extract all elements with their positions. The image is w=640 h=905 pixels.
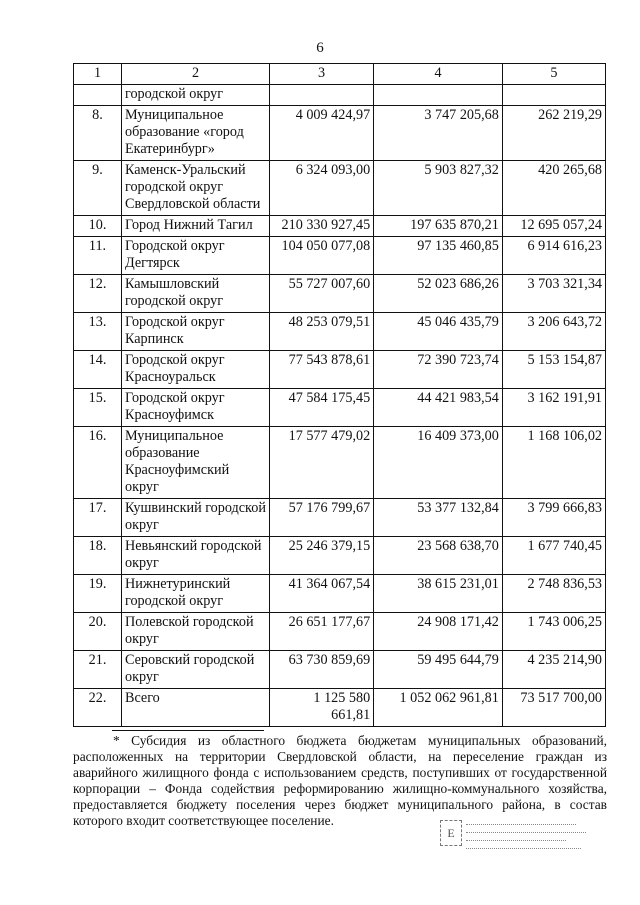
total-amount-cell: 47 584 175,45 bbox=[270, 389, 374, 427]
header-cell-4: 4 bbox=[374, 64, 503, 85]
table-row bbox=[74, 689, 606, 727]
total-amount-cell: 41 364 067,54 bbox=[270, 575, 374, 613]
total-amount-cell: 26 651 177,67 bbox=[270, 613, 374, 651]
row-number-cell: 14. bbox=[74, 351, 122, 389]
regional-amount-cell: 12 695 057,24 bbox=[502, 216, 605, 237]
row-number-cell: 11. bbox=[74, 237, 122, 275]
footnote-text: * Субсидия из областного бюджета бюджетам муниципальных образований, расположенных на территории Свердловской области, на переселение граждан из аварийного жилищного фонда с использованием средств, поступивших от государственной корпорации – Фонда содействия реформированию жилищно-коммунального хозяйства, предоставляется бюджету поселения через бюджет муниципального района, в состав которого входит соответствующее поселение. bbox=[73, 733, 607, 828]
registration-stamp bbox=[440, 818, 590, 858]
row-number-cell: 22. bbox=[74, 689, 122, 727]
row-number-cell: 21. bbox=[74, 651, 122, 689]
fund-amount-cell: 24 908 171,42 bbox=[374, 613, 503, 651]
stamp-line bbox=[466, 840, 566, 841]
stamp-line bbox=[466, 848, 581, 849]
header-cell-1: 1 bbox=[74, 64, 122, 85]
municipality-name-cell: городской округ bbox=[121, 85, 269, 106]
regional-amount-cell: 73 517 700,00 bbox=[502, 689, 605, 727]
header-cell-5: 5 bbox=[502, 64, 605, 85]
header-cell-3: 3 bbox=[270, 64, 374, 85]
table-row bbox=[74, 651, 606, 689]
row-number-cell: 13. bbox=[74, 313, 122, 351]
row-number-cell: 16. bbox=[74, 427, 122, 499]
total-amount-cell: 104 050 077,08 bbox=[270, 237, 374, 275]
table-row bbox=[74, 575, 606, 613]
total-amount-cell: 1 125 580 661,81 bbox=[270, 689, 374, 727]
footnote-separator bbox=[112, 730, 264, 731]
fund-amount-cell: 97 135 460,85 bbox=[374, 237, 503, 275]
fund-amount-cell: 53 377 132,84 bbox=[374, 499, 503, 537]
total-amount-cell: 63 730 859,69 bbox=[270, 651, 374, 689]
fund-amount-cell: 197 635 870,21 bbox=[374, 216, 503, 237]
row-number-cell: 17. bbox=[74, 499, 122, 537]
total-amount-cell: 55 727 007,60 bbox=[270, 275, 374, 313]
regional-amount-cell: 420 265,68 bbox=[502, 161, 605, 216]
table-row bbox=[74, 313, 606, 351]
fund-amount-cell: 44 421 983,54 bbox=[374, 389, 503, 427]
table-row bbox=[74, 161, 606, 216]
total-amount-cell: 6 324 093,00 bbox=[270, 161, 374, 216]
municipality-name-cell: Городской округ Карпинск bbox=[121, 313, 269, 351]
municipality-name-cell: Городской округ Дегтярск bbox=[121, 237, 269, 275]
table-row bbox=[74, 275, 606, 313]
table-row bbox=[74, 427, 606, 499]
table-body bbox=[74, 64, 606, 727]
regional-amount-cell: 1 168 106,02 bbox=[502, 427, 605, 499]
stamp-line bbox=[466, 832, 586, 833]
fund-amount-cell: 16 409 373,00 bbox=[374, 427, 503, 499]
municipality-name-cell: Полевской городской округ bbox=[121, 613, 269, 651]
municipality-name-cell: Город Нижний Тагил bbox=[121, 216, 269, 237]
municipality-name-cell: Нижнетуринский городской округ bbox=[121, 575, 269, 613]
regional-amount-cell: 6 914 616,23 bbox=[502, 237, 605, 275]
row-number-cell: 10. bbox=[74, 216, 122, 237]
regional-amount-cell: 3 703 321,34 bbox=[502, 275, 605, 313]
fund-amount-cell: 72 390 723,74 bbox=[374, 351, 503, 389]
fund-amount-cell bbox=[374, 85, 503, 106]
row-number-cell: 12. bbox=[74, 275, 122, 313]
fund-amount-cell: 59 495 644,79 bbox=[374, 651, 503, 689]
regional-amount-cell: 262 219,29 bbox=[502, 106, 605, 161]
regional-amount-cell: 1 677 740,45 bbox=[502, 537, 605, 575]
row-number-cell: 8. bbox=[74, 106, 122, 161]
regional-amount-cell: 4 235 214,90 bbox=[502, 651, 605, 689]
municipality-name-cell: Муниципальное образование «город Екатеринбург» bbox=[121, 106, 269, 161]
municipality-name-cell: Невьянский городской округ bbox=[121, 537, 269, 575]
row-number-cell: 9. bbox=[74, 161, 122, 216]
table-row bbox=[74, 613, 606, 651]
table-header-row bbox=[74, 64, 606, 85]
municipality-name-cell: Муниципальное образование Красноуфимский округ bbox=[121, 427, 269, 499]
municipality-name-cell: Камышловский городской округ bbox=[121, 275, 269, 313]
page-number: 6 bbox=[316, 40, 324, 56]
table-row bbox=[74, 106, 606, 161]
row-number-cell: 15. bbox=[74, 389, 122, 427]
total-amount-cell: 48 253 079,51 bbox=[270, 313, 374, 351]
total-amount-cell bbox=[270, 85, 374, 106]
total-amount-cell: 77 543 878,61 bbox=[270, 351, 374, 389]
regional-amount-cell bbox=[502, 85, 605, 106]
total-amount-cell: 57 176 799,67 bbox=[270, 499, 374, 537]
table-row bbox=[74, 389, 606, 427]
regional-amount-cell: 1 743 006,25 bbox=[502, 613, 605, 651]
table-row bbox=[74, 351, 606, 389]
row-number-cell: 19. bbox=[74, 575, 122, 613]
fund-amount-cell: 38 615 231,01 bbox=[374, 575, 503, 613]
total-amount-cell: 4 009 424,97 bbox=[270, 106, 374, 161]
fund-amount-cell: 1 052 062 961,81 bbox=[374, 689, 503, 727]
municipality-name-cell: Городской округ Красноуфимск bbox=[121, 389, 269, 427]
table-row bbox=[74, 216, 606, 237]
municipality-name-cell: Каменск-Уральский городской округ Свердловской области bbox=[121, 161, 269, 216]
regional-amount-cell: 2 748 836,53 bbox=[502, 575, 605, 613]
fund-amount-cell: 45 046 435,79 bbox=[374, 313, 503, 351]
total-amount-cell: 25 246 379,15 bbox=[270, 537, 374, 575]
municipality-name-cell: Кушвинский городской округ bbox=[121, 499, 269, 537]
continuation-row bbox=[74, 85, 606, 106]
row-number-cell: 18. bbox=[74, 537, 122, 575]
subsidy-table bbox=[73, 63, 606, 727]
municipality-name-cell: Серовский городской округ bbox=[121, 651, 269, 689]
table-row bbox=[74, 499, 606, 537]
table-row bbox=[74, 537, 606, 575]
fund-amount-cell: 23 568 638,70 bbox=[374, 537, 503, 575]
total-amount-cell: 210 330 927,45 bbox=[270, 216, 374, 237]
header-cell-2: 2 bbox=[121, 64, 269, 85]
stamp-line bbox=[466, 824, 576, 825]
municipality-name-cell: Городской округ Красноуральск bbox=[121, 351, 269, 389]
regional-amount-cell: 3 162 191,91 bbox=[502, 389, 605, 427]
municipality-name-cell: Всего bbox=[121, 689, 269, 727]
regional-amount-cell: 3 799 666,83 bbox=[502, 499, 605, 537]
fund-amount-cell: 5 903 827,32 bbox=[374, 161, 503, 216]
table-row bbox=[74, 237, 606, 275]
total-amount-cell: 17 577 479,02 bbox=[270, 427, 374, 499]
row-number-cell bbox=[74, 85, 122, 106]
row-number-cell: 20. bbox=[74, 613, 122, 651]
fund-amount-cell: 3 747 205,68 bbox=[374, 106, 503, 161]
regional-amount-cell: 5 153 154,87 bbox=[502, 351, 605, 389]
fund-amount-cell: 52 023 686,26 bbox=[374, 275, 503, 313]
stamp-mark: Е bbox=[440, 820, 462, 846]
regional-amount-cell: 3 206 643,72 bbox=[502, 313, 605, 351]
